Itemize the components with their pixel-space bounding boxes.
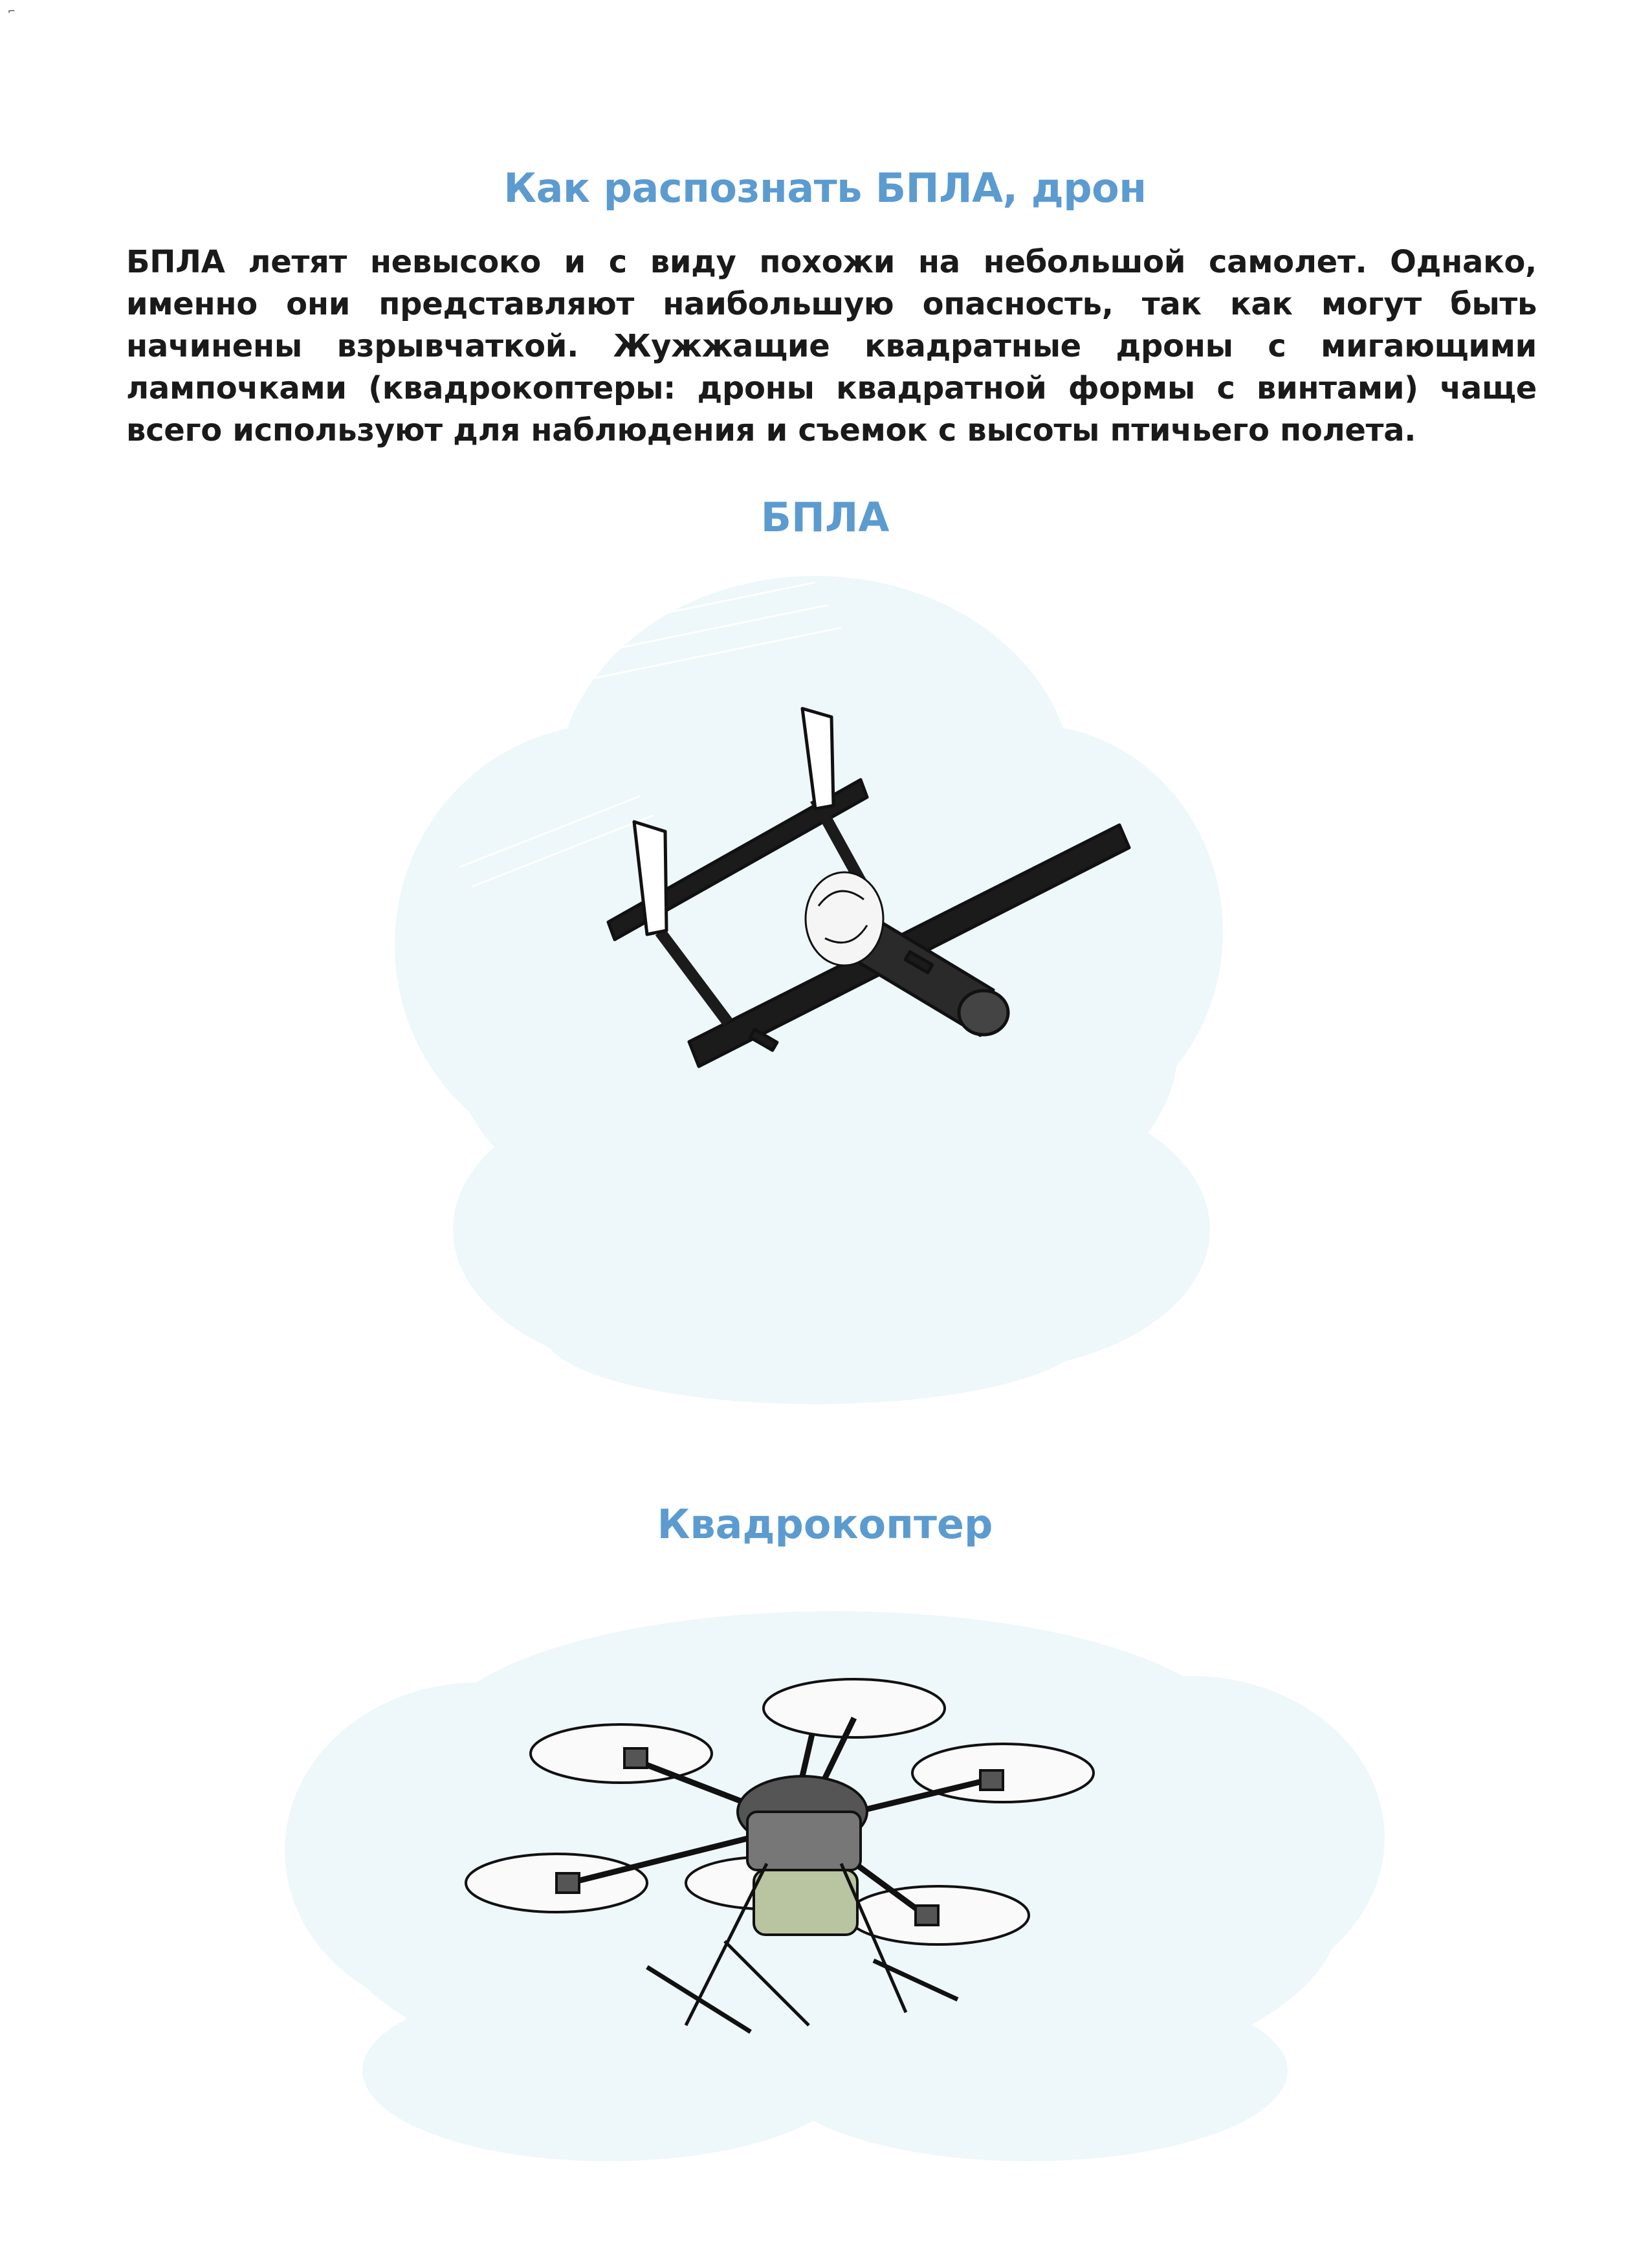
section-title-quadcopter: Квадрокоптер xyxy=(657,1501,993,1548)
quadcopter-drone-illustration xyxy=(285,1579,1385,2161)
scan-mark: ⌐ xyxy=(8,6,16,17)
uav-drone-illustration xyxy=(362,544,1268,1424)
intro-paragraph: БПЛА летят невысоко и с виду похожи на небольшой самолет. Однако, именно они представляют наибольшую опасность, так как могут быть начинены взрывчаткой. Жужжащие квадратные дроны с мигающими лампочками (квадрокоптеры: дроны квадратной формы с винтами) чаще всего используют для наблюдения и съемок с высоты птичьего полета. xyxy=(126,244,1537,448)
section-title-uav: БПЛА xyxy=(760,494,890,542)
page-title: Как распознать БПЛА, дрон xyxy=(503,164,1147,212)
